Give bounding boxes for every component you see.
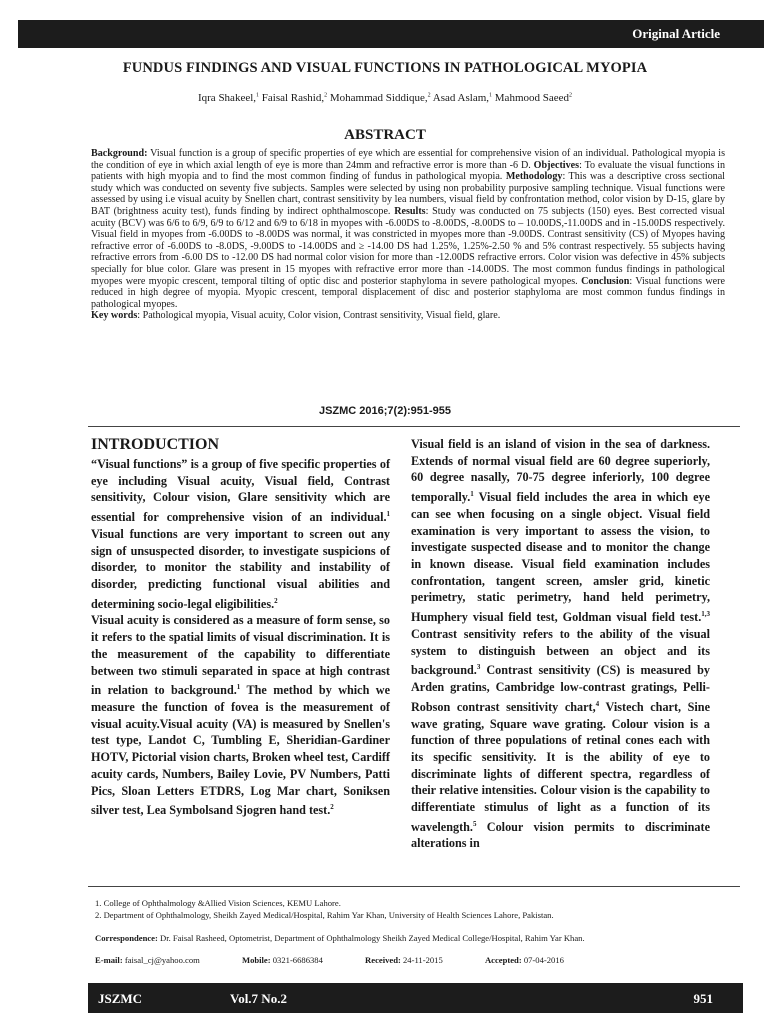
intro-paragraph bbox=[411, 436, 710, 852]
author-name: Mohammad Siddique, bbox=[329, 92, 428, 104]
intro-paragraph bbox=[91, 456, 390, 612]
intro-text: Contrast sensitivity refers to the ability of the visual system to distinguish between an object and its background. bbox=[411, 626, 710, 678]
author-name: Faisal Rashid, bbox=[261, 92, 325, 104]
reference-marker: 1 bbox=[236, 683, 241, 692]
author-name: Asad Aslam, bbox=[432, 92, 490, 104]
reference-marker: 1 bbox=[386, 510, 390, 519]
objectives-text: : To evaluate the visual functions in patients with high myopia and to find the most common finding of fundus in pathological myopia. bbox=[91, 159, 725, 183]
intro-text: Colour vision permits to discriminate alterations in bbox=[411, 819, 710, 851]
intro-text: The method by which we measure the function of fovea is the measurement of visual acuity.Visual acuity (VA) is measured by Snellen's test type, Landot C, Tumbling E, Sheridian-Gardiner HOTV, Pictorial vision charts, Broken wheel test, Cardiff acuity cards, Numbers, Bailey Lovie, PV Numbers, Patti Pics, Sloan Letters ETDRS, Log Mar chart, Soniksen silver test, Lea Symbolsand Sjogren hand test. bbox=[91, 683, 390, 818]
objectives-label: Objectives bbox=[533, 159, 580, 171]
mobile-value: 0321-6686384 bbox=[270, 955, 323, 965]
left-column bbox=[91, 436, 390, 819]
reference-marker: 1,3 bbox=[701, 610, 710, 619]
received-field bbox=[365, 955, 463, 965]
page-number: 951 bbox=[693, 991, 713, 1006]
correspondence-label: Correspondence: bbox=[95, 933, 158, 943]
reference-marker: 3 bbox=[476, 663, 481, 672]
mobile-label: Mobile: bbox=[241, 955, 271, 965]
volume-info: Vol.7 No.2 bbox=[230, 991, 287, 1006]
intro-text: Visual field includes the area in which eye can see when focusing on a single object. Visual field examination is very important to assess the vision, to investigate suspected disease and to monitor the change in known disease. Visual field examination includes confrontation, tangent screen, amsler grid, kinetic perimetry, static perimetry, hand held perimetry, Humphery visual field test, Goldman visual field test. bbox=[411, 490, 710, 625]
header-bar bbox=[18, 20, 764, 48]
abstract-body bbox=[91, 148, 725, 322]
background-text: Visual function is a group of specific properties of eye which are essential for comprehensive vision of an individual. Pathological myopia is the condition of eye in which axial length of eye is more than 24mm and refractive error is more than -6 D. bbox=[91, 148, 725, 171]
keywords-label: Key words bbox=[91, 310, 138, 322]
author-affiliation: 2 bbox=[569, 92, 573, 99]
citation-divider bbox=[88, 426, 740, 427]
footnote-item: 2. Department of Ophthalmology, Sheikh Zayed Medical/Hospital, Rahim Yar Khan, University of Health Sciences Lahore, Pakistan. bbox=[95, 910, 554, 920]
author-name: Mahmood Saeed bbox=[494, 92, 570, 104]
introduction-heading: INTRODUCTION bbox=[91, 436, 220, 453]
footnote-divider bbox=[88, 886, 740, 887]
accepted-value: 07-04-2016 bbox=[521, 955, 564, 965]
affiliation-footnotes bbox=[95, 897, 735, 921]
conclusion-text: : Visual functions were reduced in high degree of myopia. Myopic crescent, temporal displacement of disc and posterior staphyloma are most common fundus findings in pathological myopes. bbox=[91, 275, 725, 310]
intro-paragraph bbox=[91, 612, 390, 819]
author-affiliation: 1 bbox=[489, 92, 493, 99]
reference-marker: 5 bbox=[472, 819, 477, 828]
keywords-text: : Pathological myopia, Visual acuity, Color vision, Contrast sensitivity, Visual field, glare. bbox=[137, 310, 501, 322]
reference-marker: 4 bbox=[595, 699, 600, 708]
intro-text: Visual functions are very important to screen out any sign of unsuspected disorder, to investigate suspicions of disorder, to monitor the stability and instability of disorder, predicting functional visual abilities and determining socio-legal eligibilities. bbox=[91, 526, 390, 611]
correspondence bbox=[95, 933, 735, 943]
results-text: : Study was conducted on 75 subjects (150) eyes. Best corrected visual acuity (BCV) was 6/6 to 6/9, 6/9 to 6/12 and 6/9 to 6/18 in myopes with -6.00DS to -8.00DS, -8.00DS to – 10.00DS,-11.00DS and in -15.00DS respectively. Visual field in myopes from -6.00DS to -8.00DS was normal, it was constricted in myopes more than -9.00DS. Contrast sensitivity (CS) of Myopes having refractive error of -6.00DS to -8.0DS, -9.00DS to -14.00DS and ≥ -14.00 DS had 1.25%, 1.25%-2.50 % and 5% contrast respectively. 55 subjects having refractive errors from -6.00 DS to -12.00 DS had normal color vision for more than -12.00DS refractive errors. Color vision was defective in 45% subjects specially for blue color. Glare was present in 15 myopes with refractive error more than -14.00DS. The most common fundus findings in pathological myopes were myopic crescent, temporal tilting of optic disc and posterior staphyloma in severe pathological myopes. bbox=[91, 205, 725, 287]
article-type-label: Original Article bbox=[632, 26, 720, 41]
author-affiliation: 2 bbox=[324, 92, 328, 99]
accepted-label: Accepted: bbox=[484, 955, 522, 965]
author-affiliation: 1 bbox=[256, 92, 260, 99]
right-column bbox=[411, 436, 710, 852]
intro-text: Contrast sensitivity (CS) is measured by Arden gratins, Cambridge low-contrast gratings, Pelli-Robson contrast sensitivity chart, bbox=[411, 663, 710, 714]
correspondence-text: Dr. Faisal Rasheed, Optometrist, Department of Ophthalmology Sheikh Zayed Medical College/Hospital, Rahim Yar Khan. bbox=[157, 933, 585, 943]
reference-marker: 1 bbox=[470, 490, 474, 499]
journal-name: JSZMC bbox=[98, 991, 143, 1006]
received-value: 24-11-2015 bbox=[400, 955, 443, 965]
reference-marker: 2 bbox=[274, 596, 278, 605]
intro-text: Visual acuity is considered as a measure of form sense, so it refers to the spatial limits of visual discrimination. It is the measurement of the capability to differentiate between two stimuli separated in space at high contrast in relation to background. bbox=[91, 613, 390, 698]
received-label: Received: bbox=[365, 955, 401, 965]
email-value: faisal_cj@yahoo.com bbox=[122, 955, 200, 965]
abstract-heading: ABSTRACT bbox=[344, 127, 426, 143]
author-affiliation: 2 bbox=[427, 92, 431, 99]
accepted-field bbox=[485, 955, 584, 965]
mobile-field bbox=[242, 955, 343, 965]
citation-line: JSZMC 2016;7(2):951-955 bbox=[318, 405, 452, 417]
article-title: FUNDUS FINDINGS AND VISUAL FUNCTIONS IN PATHOLOGICAL MYOPIA bbox=[122, 60, 648, 76]
email-label: E-mail: bbox=[95, 955, 123, 965]
intro-text: Vistech chart, Sine wave grating, Square wave grating. Colour vision is a function of three populations of retinal cones each with its specific sensitivity. It is the ability of eye to discriminate lights of different spectra, regardless of their relative intensities. Colour vision is the capability to differentiate stimulus of light as a function of its wavelength. bbox=[411, 699, 710, 834]
conclusion-label: Conclusion bbox=[581, 275, 630, 287]
author-list bbox=[40, 92, 730, 104]
author-name: Iqra Shakeel, bbox=[197, 92, 257, 104]
email-field bbox=[95, 955, 220, 965]
methodology-text: : This was a descriptive cross sectional study which was conducted on seventy five subjects. Samples were selected by using non probability purposive sampling technique. Visual functions were assessed by using i.e visual acuity by Snellen chart, contrast sensitivity by lea numbers, visual field by confrontation method, color vision by D-15, glare by BAT (brightness acuity test), funds finding by indirect ophthalmoscope. bbox=[91, 171, 725, 217]
methodology-label: Methodology bbox=[505, 171, 563, 183]
footer-bar bbox=[88, 983, 743, 1013]
results-label: Results bbox=[394, 205, 426, 217]
intro-text: Visual field is an island of vision in the sea of darkness. Extends of normal visual field are 60 degree superiorly, 60 degree nasally, 70-75 degree inferiorly, 100 degree temporally. bbox=[411, 437, 710, 505]
intro-text: “Visual functions” is a group of five specific properties of eye including Visual acuity, Visual field, Contrast sensitivity, Colour vision, Glare sensitivity which are essential for comprehensive vision of an individual. bbox=[91, 457, 390, 525]
reference-marker: 2 bbox=[330, 803, 334, 812]
article-meta bbox=[95, 955, 735, 965]
footnote-item: 1. College of Ophthalmology &Allied Vision Sciences, KEMU Lahore. bbox=[95, 898, 341, 908]
background-label: Background: bbox=[91, 148, 148, 159]
